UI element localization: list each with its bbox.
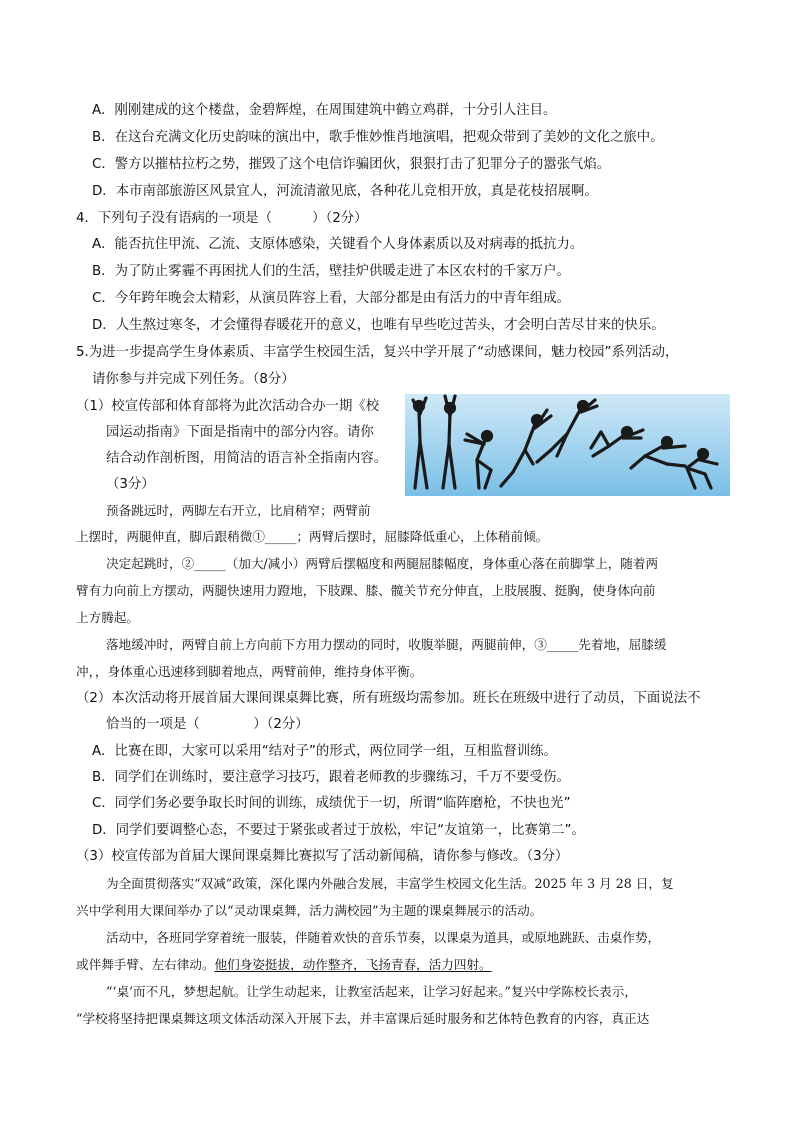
guide-line-4: 臂有力向前上方摆动，两腿快速用力蹬地，下肢踝、膝、髋关节充分伸直，上肢展腹、挺胸，使身体向前: [76, 583, 656, 598]
guide-line-6: 落地缓冲时，两臂自前上方向前下方用力摆动的同时，收腹举腿，两腿前伸，③_____先着地，屈膝缓: [106, 637, 667, 652]
guide-line-3: 决定起跳时，②_____（加大/减小）两臂后摆幅度和两腿屈膝幅度，身体重心落在前脚掌上，随着两: [106, 556, 659, 571]
q5-sub1-line4: （3分）: [106, 477, 155, 492]
guide-line-1: 预备跳远时，两脚左右开立，比肩稍窄；两臂前: [106, 503, 371, 518]
long-jump-figures: [405, 394, 730, 496]
q5-sub1-line1: （1）校宣传部和体育部将为此次活动合办一期《校: [76, 399, 380, 414]
news-line-1: 为全面贯彻落实“双减”政策，深化课内外融合发展，丰富学生校园文化生活。2025 年 3 月 28 日，复: [106, 876, 674, 891]
q5-stem-line2: 请你参与并完成下列任务。（8分）: [92, 372, 295, 387]
news-line-3: 活动中，各班同学穿着统一服装，伴随着欢快的音乐节奏，以课桌为道具，或原地跳跃、击桌作势，: [106, 930, 661, 945]
q5-sub1-line2: 园运动指南》下面是指南中的部分内容。请你: [106, 425, 374, 440]
q5-stem-line1: 5.为进一步提高学生身体素质、丰富学生校园生活，复兴中学开展了“动感课间，魅力校园”系列活动，: [76, 345, 679, 360]
q4-option-c: C．今年跨年晚会太精彩，从演员阵容上看，大部分都是由有活力的中青年组成。: [92, 291, 571, 306]
q4-stem: 4．下列句子没有语病的一项是（ ）（2分）: [76, 211, 368, 226]
q4-option-d: D．人生熬过寒冬，才会懂得春暖花开的意义，也唯有早些吃过苦头，才会明白苦尽甘来的快乐。: [92, 318, 665, 333]
news-line-2: 兴中学利用大课间举办了以“灵动课桌舞，活力满校园”为主题的课桌舞展示的活动。: [76, 903, 543, 918]
q5-sub2-option-d: D．同学们要调整心态，不要过于紧张或者过于放松，牢记“友谊第一，比赛第二”。: [92, 823, 585, 838]
q3-option-a: A．刚刚建成的这个楼盘，金碧辉煌，在周围建筑中鹤立鸡群，十分引人注目。: [92, 103, 557, 118]
q5-sub2-option-b: B．同学们在训练时，要注意学习技巧，跟着老师教的步骤练习，千万不要受伤。: [92, 770, 570, 785]
news-line-6: “学校将坚持把课桌舞这项文体活动深入开展下去，并丰富课后延时服务和艺体特色教育的内容，真正达: [76, 1011, 650, 1026]
news-line-4: [76, 956, 492, 974]
q3-option-d: D．本市南部旅游区风景宜人，河流清澈见底，各种花儿竞相开放，真是花枝招展啊。: [92, 184, 598, 199]
q5-sub1-line3: 结合动作剖析图，用简洁的语言补全指南内容。: [106, 451, 388, 466]
guide-line-5: 上方腾起。: [76, 610, 139, 625]
q5-sub2-stem-line2: 恰当的一项是（ ）（2分）: [106, 717, 309, 732]
news-line-4-text: 或伴舞手臂、左右律动。: [76, 957, 215, 972]
long-jump-motion-image: [405, 394, 730, 496]
q3-option-b: B．在这台充满文化历史韵味的演出中，歌手惟妙惟肖地演唱，把观众带到了美妙的文化之旅中。: [92, 130, 664, 145]
q5-sub2-option-a: A．比赛在即，大家可以采用“结对子”的形式，两位同学一组，互相监督训练。: [92, 744, 557, 759]
q5-sub2-stem-line1: （2）本次活动将开展首届大课间课桌舞比赛，所有班级均需参加。班长在班级中进行了动员，下面说法不: [76, 691, 701, 706]
q4-option-a: A．能否抗住甲流、乙流、支原体感染，关键看个人身体素质以及对病毒的抵抗力。: [92, 237, 584, 252]
q5-sub2-option-c: C．同学们务必要争取长时间的训练，成绩优于一切，所谓“临阵磨枪，不快也光”: [92, 796, 571, 811]
guide-line-7: 冲，，身体重心迅速移到脚着地点，两臂前伸，维持身体平衡。: [76, 664, 423, 679]
guide-line-2: 上摆时，两腿伸直，脚后跟稍微①_____；两臂后摆时，屈膝降低重心，上体稍前倾。: [76, 529, 549, 544]
q4-option-b: B．为了防止雾霾不再困扰人们的生活，壁挂炉供暖走进了本区农村的千家万户。: [92, 264, 570, 279]
news-underlined-sentence: 他们身姿挺拔，动作整齐，飞扬青春，活力四射。: [214, 957, 492, 972]
q5-sub3-stem: （3）校宣传部为首届大课间课桌舞比赛拟写了活动新闻稿，请你参与修改。（3分）: [76, 849, 569, 864]
news-line-5: “‘桌’而不凡，梦想起航。让学生动起来，让教室活起来，让学习好起来。”复兴中学陈校长表示，: [106, 984, 637, 999]
q3-option-c: C．警方以摧枯拉朽之势，摧毁了这个电信诈骗团伙，狠狠打击了犯罪分子的嚣张气焰。: [92, 157, 611, 172]
